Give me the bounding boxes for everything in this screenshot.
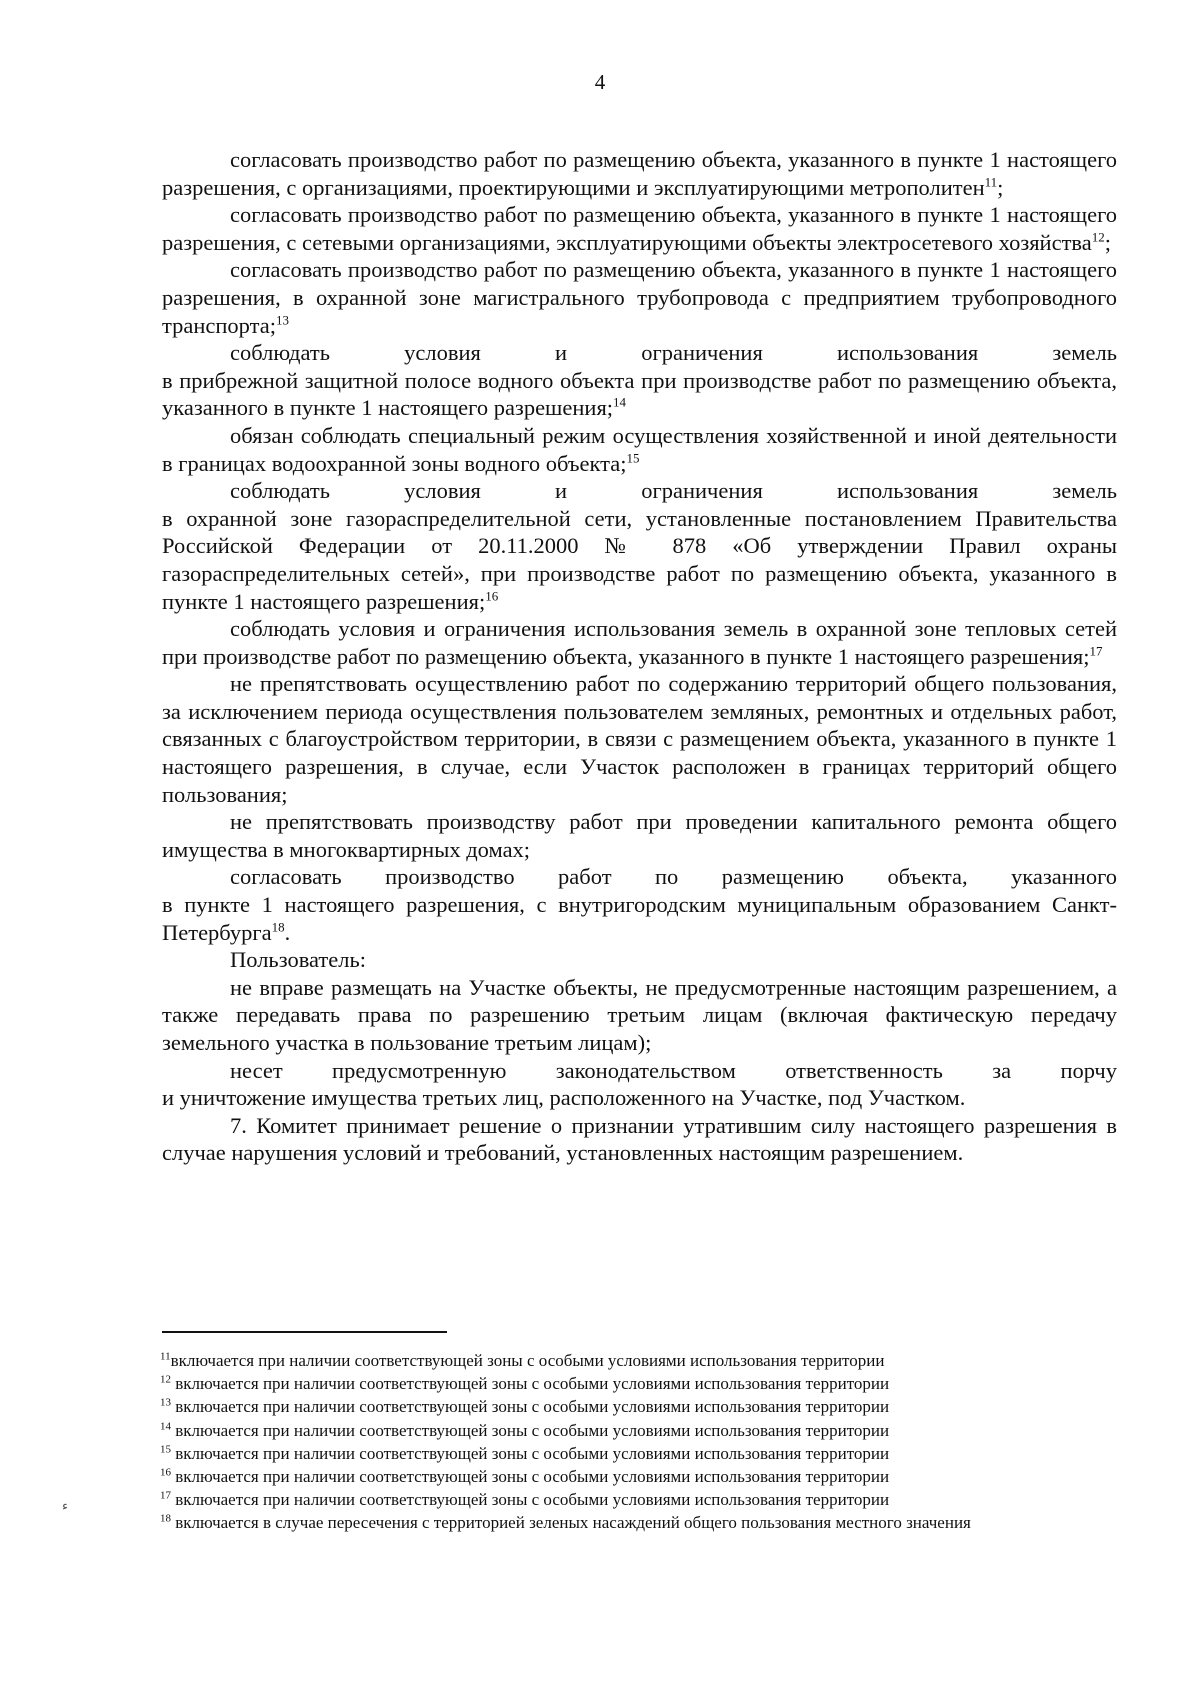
paragraph — [162, 146, 1117, 201]
paragraph — [162, 974, 1117, 1057]
paragraph-tail: . — [284, 919, 291, 945]
paragraph-text: не вправе размещать на Участке объекты, не предусмотренные настоящим разрешением, а также передавать права по разрешению третьим лицам (включая фактическую передачу земельного участка в пользование третьим лицам); — [162, 974, 1117, 1055]
paragraph-tail: ; — [997, 174, 1004, 200]
paragraph — [162, 367, 1117, 422]
paragraph-text: согласовать производство работ по размещению объекта, указанного в пункте 1 настоящего разрешения, в охранной зоне магистрального трубопровода с предприятием трубопроводного транспорта; — [162, 257, 1117, 338]
footnote-number: 12 — [160, 1373, 171, 1386]
paragraph — [162, 891, 1117, 946]
footnote-separator — [162, 1331, 447, 1333]
footnote-number: 13 — [160, 1396, 171, 1409]
footnote-number: 14 — [160, 1419, 171, 1432]
paragraph-text: не препятствовать осуществлению работ по содержанию территорий общего пользования, за исключением периода осуществления пользователем земляных, ремонтных и отдельных работ, связанных с благоустройством территории, в связи с размещением объекта, указанного в пункте 1 настоящего разрешения, в случае, если Участок расположен в границах территорий общего пользования; — [162, 671, 1117, 807]
paragraph — [162, 477, 1117, 505]
paragraph-text: несет предусмотренную законодательством ответственность за порчу — [230, 1057, 1117, 1083]
footnote — [160, 1349, 1085, 1372]
footnote-ref: 17 — [1089, 643, 1103, 659]
footnote — [160, 1511, 1085, 1534]
paragraph — [162, 808, 1117, 863]
footnote-ref: 14 — [613, 394, 627, 410]
paragraph — [162, 505, 1117, 615]
footnote — [160, 1395, 1085, 1418]
footnote-ref: 15 — [626, 450, 640, 466]
footnote-number: 11 — [160, 1350, 171, 1363]
footnote — [160, 1488, 1085, 1511]
paragraph-text: соблюдать условия и ограничения использования земель — [230, 478, 1117, 504]
paragraph-text: согласовать производство работ по размещению объекта, указанного — [230, 864, 1117, 890]
paragraph-text: в прибрежной защитной полосе водного объекта при производстве работ по размещению объекта, указанного в пункте 1 настоящего разрешения; — [162, 367, 1117, 421]
footnotes — [160, 1349, 1085, 1535]
footnote-number: 16 — [160, 1466, 171, 1479]
paragraph — [162, 946, 1117, 974]
footnote-ref: 11 — [984, 174, 998, 190]
footnote-text: включается в случае пересечения с территорией зеленых насаждений общего пользования местного значения — [171, 1513, 971, 1533]
paragraph — [162, 339, 1117, 367]
footnote — [160, 1442, 1085, 1465]
footnote-ref: 16 — [485, 588, 499, 603]
paragraph-text: соблюдать условия и ограничения использования земель в охранной зоне тепловых сетей при производстве работ по размещению объекта, указанного в пункте 1 настоящего разрешения; — [162, 616, 1117, 669]
paragraph-text: обязан соблюдать специальный режим осуществления хозяйственной и иной деятельности в границах водоохранной зоны водного объекта; — [162, 422, 1117, 476]
footnote-ref: 13 — [275, 312, 289, 328]
paragraph — [162, 256, 1117, 339]
footnote-number: 18 — [160, 1512, 171, 1525]
paragraph-text: в охранной зоне газораспределительной сети, установленные постановлением Правительства Российской Федерации от 20.11.2000 № 878 «Об утверждении Правил охраны газораспределительных сетей», при производстве работ по размещению объекта, указанного в пункте 1 настоящего разрешения; — [162, 505, 1117, 614]
paragraph-text: соблюдать условия и ограничения использования земель — [230, 340, 1117, 366]
paragraph-text: Пользователь: — [230, 947, 366, 973]
footnote-text: включается при наличии соответствующей зоны с особыми условиями использования территории — [171, 1374, 890, 1394]
footnote — [160, 1372, 1085, 1395]
footnote-ref: 18 — [271, 919, 285, 935]
paragraph-text: в пункте 1 настоящего разрешения, с внутригородским муниципальным образованием Санкт-Петербурга — [162, 892, 1117, 945]
paragraph-text: и уничтожение имущества третьих лиц, расположенного на Участке, под Участком. — [162, 1085, 966, 1111]
footnote-text: включается при наличии соответствующей зоны с особыми условиями использования территории — [171, 1397, 890, 1417]
paragraph — [162, 422, 1117, 477]
paragraph-tail: ; — [1104, 229, 1111, 255]
footnote-text: включается при наличии соответствующей зоны с особыми условиями использования территории — [171, 1443, 890, 1463]
footnote-text: включается при наличии соответствующей зоны с особыми условиями использования территории — [171, 1420, 890, 1440]
footnote — [160, 1465, 1085, 1488]
paragraph — [162, 863, 1117, 891]
footnote-ref: 12 — [1091, 229, 1105, 245]
paragraph-text: согласовать производство работ по размещению объекта, указанного в пункте 1 настоящего разрешения, с сетевыми организациями, эксплуатирующими объекты электросетевого хозяйства — [162, 202, 1117, 255]
footnote-number: 17 — [160, 1489, 171, 1502]
paragraph — [162, 1084, 1117, 1112]
margin-mark: ء — [62, 1498, 69, 1513]
page-number: 4 — [594, 70, 606, 94]
footnote-text: включается при наличии соответствующей зоны с особыми условиями использования территории — [171, 1490, 890, 1510]
paragraph-text: согласовать производство работ по размещению объекта, указанного в пункте 1 настоящего разрешения, с организациями, проектирующими и эксплуатирующими метрополитен — [162, 147, 1117, 200]
document-body — [162, 146, 1117, 1167]
footnote-text: включается при наличии соответствующей зоны с особыми условиями использования территории — [171, 1467, 890, 1487]
paragraph-text: 7. Комитет принимает решение о признании утратившим силу настоящего разрешения в случае нарушения условий и требований, установленных настоящим разрешением. — [162, 1112, 1117, 1166]
footnote-number: 15 — [160, 1443, 171, 1456]
paragraph — [162, 670, 1117, 808]
footnote-text: включается при наличии соответствующей зоны с особыми условиями использования территории — [170, 1351, 885, 1370]
footnote — [160, 1419, 1085, 1442]
paragraph — [162, 1057, 1117, 1085]
paragraph — [162, 615, 1117, 670]
paragraph-text: не препятствовать производству работ при проведении капитального ремонта общего имущества в многоквартирных домах; — [162, 809, 1117, 862]
paragraph — [162, 201, 1117, 256]
paragraph — [162, 1112, 1117, 1167]
